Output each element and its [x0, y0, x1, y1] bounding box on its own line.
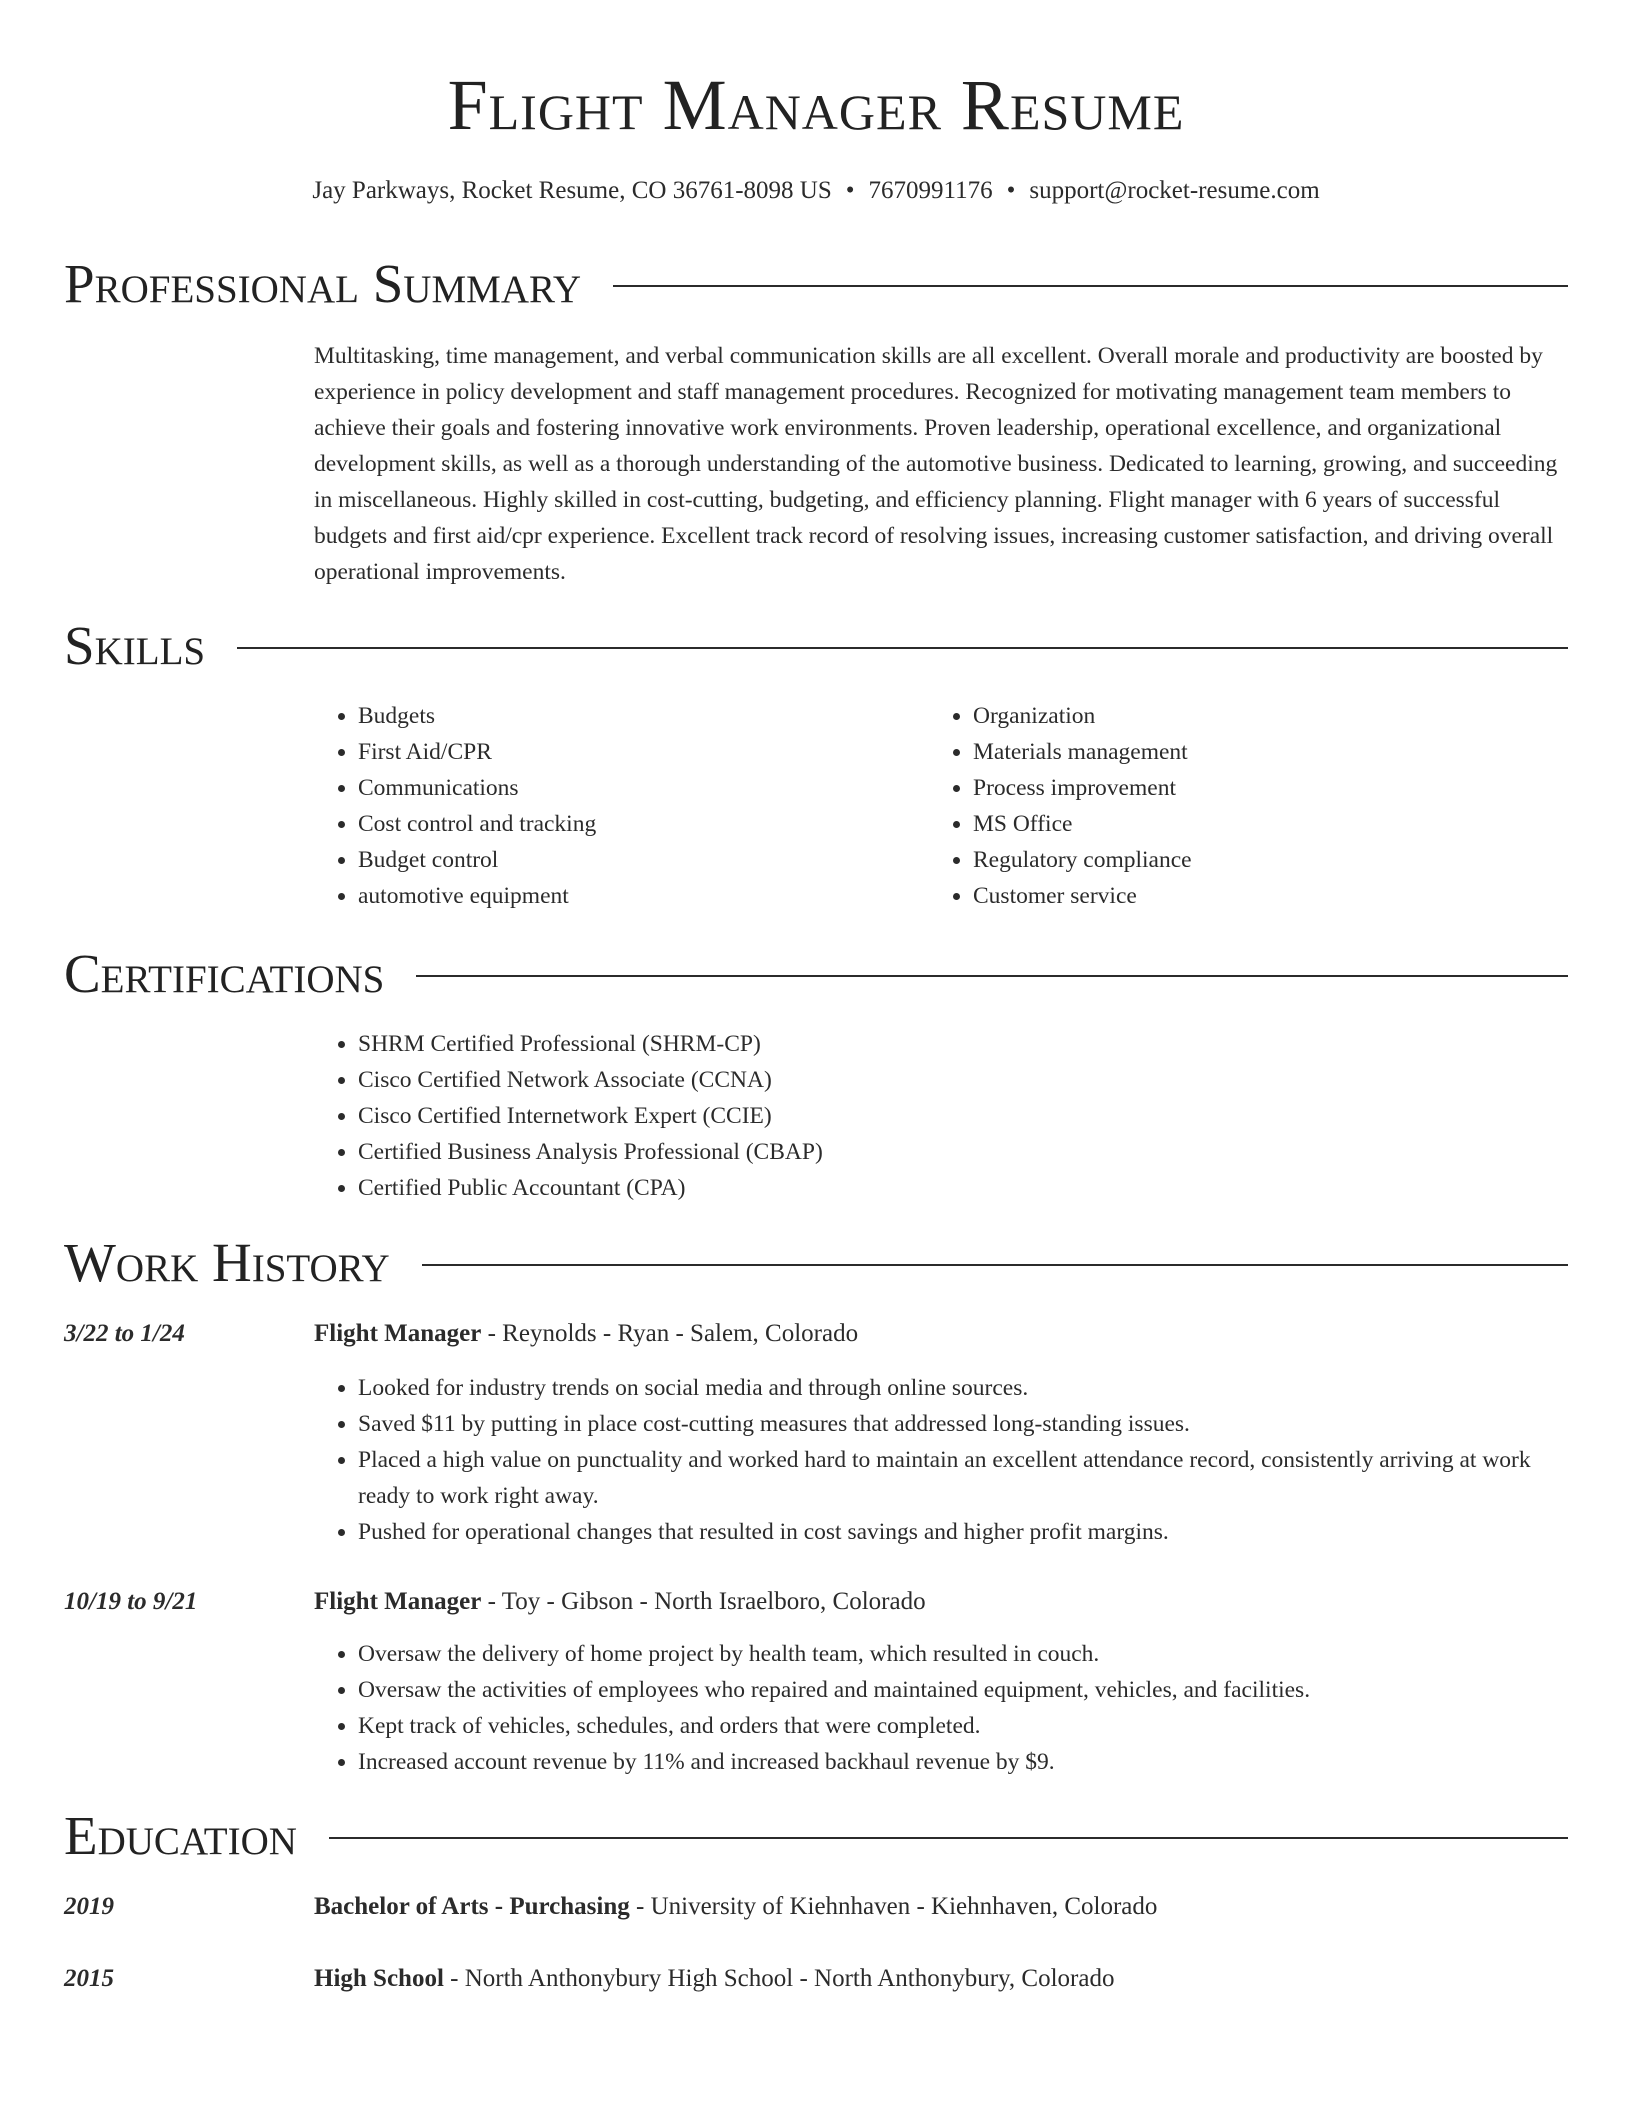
- skills-column-left: [314, 698, 596, 914]
- section-divider: [329, 1837, 1568, 1839]
- certification-item: • SHRM Certified Professional (SHRM-CP): [358, 1026, 823, 1062]
- certifications-list: [314, 1026, 823, 1206]
- skill-item: • Cost control and tracking: [358, 806, 596, 842]
- skill-item: • Materials management: [973, 734, 1192, 770]
- job-bullet: • Kept track of vehicles, schedules, and orders that were completed.: [358, 1708, 1570, 1744]
- education-degree: Bachelor of Arts - Purchasing: [314, 1893, 630, 1920]
- section-title-education: Education: [64, 1805, 297, 1866]
- job-bullet: • Oversaw the delivery of home project by health team, which resulted in couch.: [358, 1636, 1570, 1672]
- skill-item: • automotive equipment: [358, 878, 596, 914]
- section-title-certifications: Certifications: [64, 943, 385, 1004]
- education-entry: [314, 1889, 1157, 1925]
- contact-email: support@rocket-resume.com: [1029, 177, 1320, 204]
- education-year: 2019: [64, 1893, 114, 1920]
- certification-item: • Certified Business Analysis Professional (CBAP): [358, 1134, 823, 1170]
- section-divider: [422, 1264, 1568, 1266]
- skill-item: • Communications: [358, 770, 596, 806]
- skill-item: • Customer service: [973, 878, 1192, 914]
- job-title: Flight Manager: [314, 1588, 482, 1615]
- skill-item: • Process improvement: [973, 770, 1192, 806]
- section-divider: [416, 975, 1568, 977]
- job-bullets: [314, 1370, 1570, 1550]
- job-bullet: • Saved $11 by putting in place cost-cutting measures that addressed long-standing issues.: [358, 1406, 1570, 1442]
- job-bullet: • Oversaw the activities of employees who repaired and maintained equipment, vehicles, and facilities.: [358, 1672, 1570, 1708]
- certification-item: • Cisco Certified Internetwork Expert (CCIE): [358, 1098, 823, 1134]
- skill-item: • MS Office: [973, 806, 1192, 842]
- job-bullet: • Pushed for operational changes that resulted in cost savings and higher profit margins.: [358, 1514, 1570, 1550]
- job-dates: 10/19 to 9/21: [64, 1588, 198, 1615]
- education-details: - North Anthonybury High School - North Anthonybury, Colorado: [443, 1965, 1115, 1992]
- contact-separator: •: [845, 177, 855, 204]
- certification-item: • Cisco Certified Network Associate (CCNA): [358, 1062, 823, 1098]
- job-bullet: • Looked for industry trends on social media and through online sources.: [358, 1370, 1570, 1406]
- job-heading: [314, 1316, 858, 1352]
- certification-item: • Certified Public Accountant (CPA): [358, 1170, 823, 1206]
- skill-item: • Organization: [973, 698, 1192, 734]
- contact-separator: •: [1006, 177, 1016, 204]
- section-header-skills: [64, 614, 1568, 678]
- job-bullet: • Increased account revenue by 11% and increased backhaul revenue by $9.: [358, 1744, 1570, 1780]
- contact-line: [0, 174, 1632, 208]
- skill-item: • First Aid/CPR: [358, 734, 596, 770]
- education-year: 2015: [64, 1965, 114, 1992]
- skill-item: • Budgets: [358, 698, 596, 734]
- section-divider: [237, 647, 1568, 649]
- section-divider: [613, 285, 1568, 287]
- skills-column-right: [929, 698, 1192, 914]
- education-details: - University of Kiehnhaven - Kiehnhaven, Colorado: [629, 1893, 1158, 1920]
- section-title-work: Work History: [64, 1232, 390, 1293]
- job-heading: [314, 1584, 926, 1620]
- section-header-education: [64, 1804, 1568, 1868]
- contact-phone: 7670991176: [868, 177, 993, 204]
- section-header-work: [64, 1231, 1568, 1295]
- resume-title: Flight Manager Resume: [447, 65, 1185, 145]
- education-degree: High School: [314, 1965, 444, 1992]
- section-header-certifications: [64, 942, 1568, 1006]
- job-title: Flight Manager: [314, 1320, 482, 1347]
- section-title-skills: Skills: [64, 615, 206, 676]
- job-details: - Reynolds - Ryan - Salem, Colorado: [481, 1320, 859, 1347]
- job-details: - Toy - Gibson - North Israelboro, Colorado: [481, 1588, 926, 1615]
- section-header-summary: [64, 252, 1568, 316]
- job-dates: 3/22 to 1/24: [64, 1320, 185, 1347]
- skill-item: • Budget control: [358, 842, 596, 878]
- section-title-summary: Professional Summary: [64, 253, 582, 314]
- contact-address: Jay Parkways, Rocket Resume, CO 36761-8098 US: [312, 177, 832, 204]
- skill-item: • Regulatory compliance: [973, 842, 1192, 878]
- job-bullet: • Placed a high value on punctuality and worked hard to maintain an excellent attendance record, consistently arriving at work ready to work right away.: [358, 1442, 1570, 1514]
- summary-paragraph: Multitasking, time management, and verbal communication skills are all excellent. Overall morale and productivity are boosted by experience in policy development and staff management procedures. Recognized for motivating management team members to achieve their goals and fostering innovative work environments. Proven leadership, operational excellence, and organizational development skills, as well as a thorough understanding of the automotive business. Dedicated to learning, growing, and succeeding in miscellaneous. Highly skilled in cost-cutting, budgeting, and efficiency planning. Flight manager with 6 years of successful budgets and first aid/cpr experience. Excellent track record of resolving issues, increasing customer satisfaction, and driving overall operational improvements.: [314, 343, 1558, 585]
- education-entry: [314, 1961, 1114, 1997]
- job-bullets: [314, 1636, 1570, 1780]
